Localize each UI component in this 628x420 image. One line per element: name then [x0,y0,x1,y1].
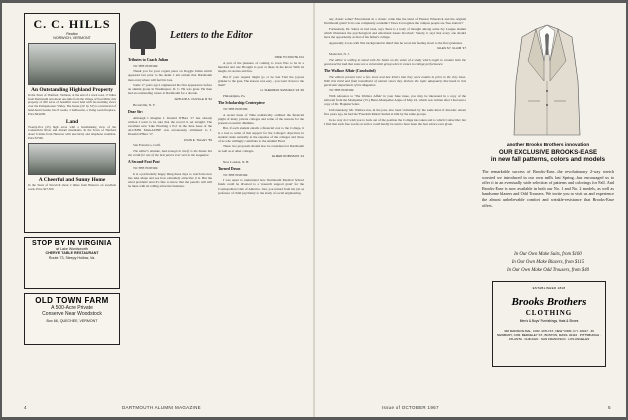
house-photo [28,43,116,85]
hills-headline: An Outstanding Highland Property [31,86,113,93]
left-page-footer: DARTMOUTH ALUMNI MAGAZINE [122,405,201,410]
letter-paragraph: But if your request might go or be late That the joyous grinder to the gate, The answer was easy - you went 'down to the mail!' [218,74,304,87]
letter-paragraph: With reference to 'The Wallace Affair' in your June issue, you may be interested in a copy of the editorial from the Montpelier (Vt.) Barre-Montpelier Argus of May 22, which was written after I had sent a copy of Dr. Hopkins' letter. [324,94,466,107]
old-town-farm-ad [24,293,120,345]
right-page-footer: Issue of OCTOBER 1967 [382,405,439,410]
suit-illustration [506,21,588,139]
ad-headline-sub: in new fall patterns, colors and models [490,156,606,163]
stop-line4: Route 73, Sleepy Hollow, Va. [48,255,96,260]
letter-signature: ARTHUR A. OUVILLE III '62 [174,97,212,102]
letters-header [130,21,253,49]
ad-prices [482,251,614,275]
left-page-number: 4 [24,405,27,410]
hills-role: Realtor [66,32,78,36]
hills-land-headline: Land [65,118,79,125]
ad-headline [482,143,614,163]
ad-body: The remarkable success of Brooks-Ease...the revolutionary 2-way stretch worsted we introduced in our own mills last Spring...has encouraged us to offer it in an eventually wide selection of patterns and colorings for Fall. And Brooks-Ease is now available in both our No. 1 and No. 2 models, as well as handsome blazers and Odd Trousers. We invite you to visit us and experience the almost unbelievable comfort and wrinkle-resistance that Brooks-Ease offers. [482,169,614,208]
letter-paragraph: The editor's mistake, bad enough in itself, is the blame but the credit for one of the best pieces ever sent to the magazine. [128,149,212,158]
letter-signature: ELMER ROBINSON '14 [272,154,304,159]
house-photo-2 [28,143,116,175]
hills-home-headline: A Cheerful and Sunny Home [38,176,106,183]
letter-paragraph: But, if each student entails a financial cost to the College, it is a loss to some of that support for the College's objectives in student ranks naturally at the expense of the colleges and those of us who willingly contribute to the Alumni Fund. [218,126,304,143]
letter-paragraph: Philadelphia, Pa. [223,94,246,99]
brand-name: Brooks Brothers [511,296,587,308]
letter-signature: ORIE TO ROUTE 101 [274,55,304,59]
oldtown-sub1: A 500-Acre Private [51,305,93,311]
oldtown-sub3: Box 66, QUECHEE, VERMONT [46,319,98,323]
mailbox-icon [130,21,156,49]
letter-paragraph: TO THE EDITOR: [223,106,249,111]
letter-heading: Tributes to Coach Julian [128,58,169,62]
stop-title: STOP BY IN VIRGINIA [32,240,112,247]
section-title: Letters to the Editor [170,29,253,41]
letter-heading: Turned Down [218,167,241,171]
letter-paragraph: In no way do I wish you to back out of the position the College has taken and to which I subscribe; but I find that such free words on tactics could hardly be said to have been the best advice ever given. [324,117,466,126]
letter-paragraph: San Francisco, Calif. [133,143,161,148]
price-blazers: In Our Own Make Blazers, from $115 [511,260,585,265]
letter-heading: A Second-Foot Post [128,160,160,165]
hills-home-text: In the Town of Norwich about 2 miles from Hanover on excellent roads. Price $27,500. [28,182,116,191]
hills-text: In the Town of Thetford, Vermont, at the end of a town road, 17 miles from Dartmouth and about one mile from the village of Post Mills, this property of 200 acres of beautiful wood land with far-reaching views over the Pompanoosuc Valley. The house (24' by 34') is constructed of hand-hewn beams, has 8 rooms, 2 bathrooms, a living room fireplace. Price $64,000. [28,92,116,116]
letter-signature: H. SHERMAN SAMUELS '24 '20 [260,88,304,93]
letter-paragraph: Although I imagine I. Donald O'Hara '17 has already written I want to be sure that the record is set straight. The excellent new 'Like Pinching a Pot' in the June issue of the ALUMNI MAGAZINE was erroneously attributed to J. Donald O'Hara '17. [128,115,212,136]
letter-paragraph: The editor is willing to stand with Dr. Sabel on the value of a study which ought to contain both the good and the bad that some are a vulnerable group when it comes to college performance. [324,57,466,66]
letter-paragraph: TO THE EDITOR: [223,172,249,177]
letter-heading: The Scholarship Centerpiece [218,101,265,106]
price-suits: In Our Own Make Suits, from $160 [514,252,582,257]
letter-paragraph: TO THE EDITOR: [133,165,159,170]
hills-logo: C. C. HILLS [33,17,111,31]
right-page-number: 5 [608,405,611,410]
oldtown-title: OLD TOWN FARM [35,296,109,305]
letter-paragraph: any classic some? Educational in a classic come like the ideal of Eleazar Wheelock and the original Dartmouth grant? Is its one completely academic? Does it recognize the campus people are 'free starters'? [324,17,466,26]
letter-paragraph: Montclair, N. J. [329,52,350,57]
stop-line3: CHERYE TABLE RESTAURANT [45,251,99,256]
letter-heading: The Wallace Affair (Concluded) [324,68,376,73]
hills-land-text: Twenty-five (25) high acres with a breathtaking view of the Connecticut River and distant mountains. In the Town of Thetford about 6 miles from Hanover with electricity and telephone available. Price $7500. [28,124,116,140]
letter-heading: Dear Sir: [128,109,144,114]
letter-signature: GILES SY. CLAIM '37 [437,46,466,51]
letter-paragraph: Bronxville, N. Y. [133,102,156,107]
store-addresses: 346 MADISON AVE., COR. 44TH ST., NEW YORK, N.Y. 10017 · 46 NEWBURY, COR. BERKELEY ST., BOSTON, MASS. 02116 · PITTSBURGH · ATLANTA · CHICAGO · SAN FRANCISCO · LOS ANGELES [497,329,601,341]
letter-paragraph: I was upset to understand how Dartmouth Medical School funds could be diverted to a 'research support grant' for the Cosmopolitan Club of America. Just, you turned from his job as professor of child psychiatry to the study of social engineering. [218,178,304,195]
furnishings-text: Men's & Boys' Furnishings, Hats & Shoes [519,319,579,323]
stop-by-ad [24,237,120,289]
letters-column-1 [128,55,212,190]
letter-paragraph: A recent issue of Time realistically outlined the financial plight of many private colleges and some of the reasons for the present economic dilemma. [218,112,304,125]
stop-line2: at Lake Wordsworth [56,247,88,251]
letter-paragraph: These two proposals should also be considered at Dartmouth as well as at other colleges. [218,144,304,153]
letter-paragraph: The editors present here a few more and last letters that they were unable to print in the July issue. With this third and final installment of alumni views they declare the topic adequately discussed in this particular department of the Magazine. [324,74,466,87]
ad-headline-small: another Brooks Brothers innovation [506,143,590,148]
hills-town: NORWICH, VERMONT [53,36,91,41]
letter-paragraph: Unfortunately, Mr. Wallace has, in the past, also been victimized by the same kind of disorder. About five years ago, he had the 'Freedom Riders' hurled at him by the same groups. [324,108,466,117]
ad-headline-main: OUR EXCLUSIVE BROOKS-EASE [498,149,598,156]
letter-signature: JOHN E. TALLEY '59 [183,137,212,142]
magazine-spread [2,3,626,417]
letter-paragraph: It is a particularly happy thing these days to watch the new bus take shape and see how extremely attractive it is. But the wind problem! And it's fine to know that the pencils will still be there with its rolling attractive business. [128,171,212,188]
brooks-brothers-ad [478,15,618,407]
letter-paragraph: Fortunately, Dr. Sabel, in bad taste, says 'there is a body of thought among some Ivy League alumni which illustrates the psychological and emotional issues involved.' Surely, it says that every one should have the opportunity as that of his father's college. [324,26,466,39]
page-gutter [313,3,315,417]
hills-realtor-ad [24,13,120,233]
letters-column-2 [218,55,304,196]
brooks-brothers-logo-box [492,281,606,367]
letter-paragraph: TO THE EDITOR: [133,63,159,68]
left-ads-column [24,13,120,385]
letter-paragraph: Apparently it was with 'this background in mind' that he wrote his feeling down to the first graduates. [329,40,463,45]
oldtown-sub2: Conserve Near Woodstock [42,311,102,317]
letters-column-3 [324,17,466,128]
established-text: ESTABLISHED 1818 [532,286,566,290]
letter-paragraph: New London, N. H. [223,159,250,164]
letter-paragraph: A part of the pleasure of coming to town Was to be in a hundred and one Brought to post at these in the know With its laughs, its stories and fun. [218,60,304,73]
clothing-text: CLOTHING [525,309,573,317]
letter-paragraph: Thank you for your cogent piece on Doggie Julian which appeared last prior to his death. I am certain that Dartmouth men everywhere will feel his loss. [128,69,212,82]
price-trousers: In Our Own Make Odd Trousers, from $40 [507,268,589,273]
letter-paragraph: Some 17 years ago I engineered his first appearance before an alumni group in Washington, D. C. He was great. He then had an outstanding career at Dartmouth for a decade. [128,83,212,96]
letter-paragraph: TO THE EDITOR: [329,88,355,93]
